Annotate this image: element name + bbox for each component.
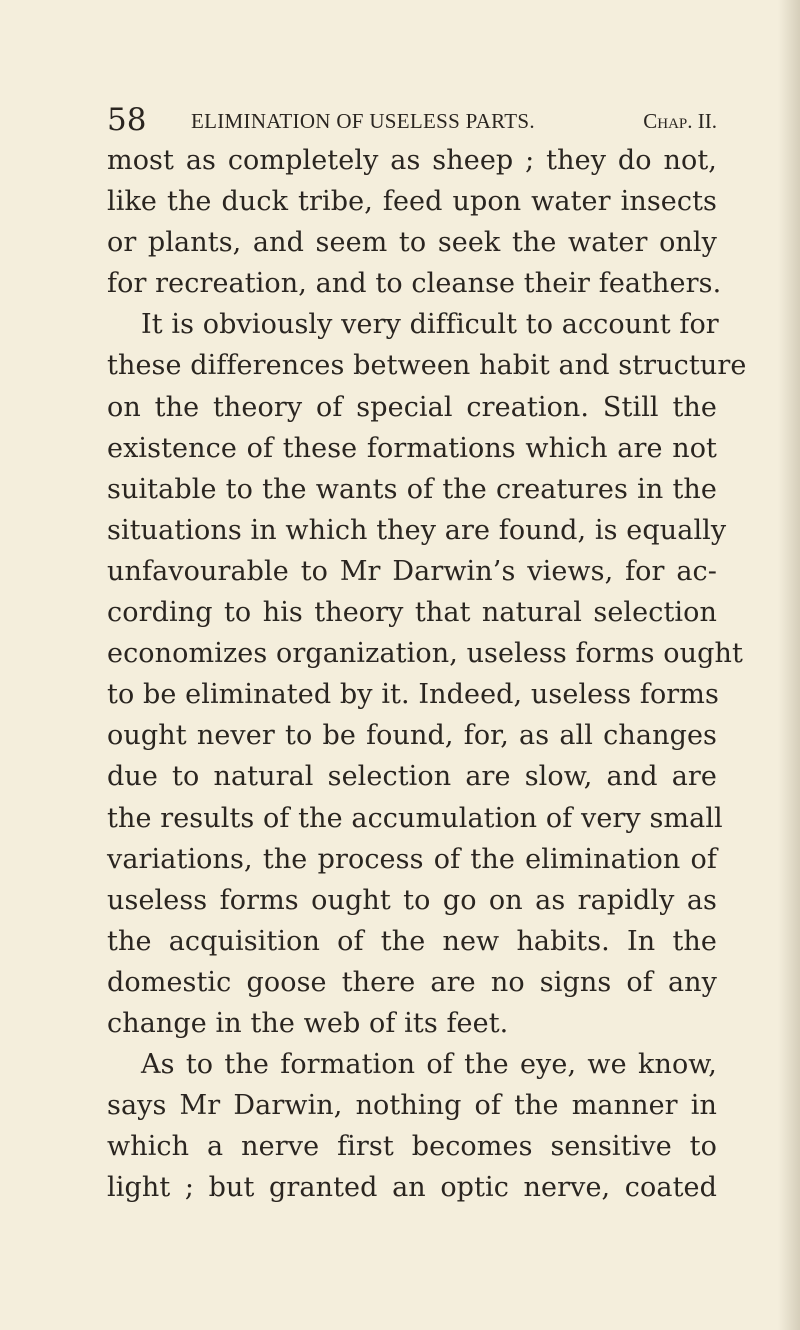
text-line: variations, the process of the elimination of xyxy=(107,843,717,875)
text-line: for recreation, and to cleanse their feathers. xyxy=(107,268,722,300)
text-line: most as completely as sheep ; they do not, xyxy=(107,145,717,176)
page-number: 58 xyxy=(107,102,147,138)
text-line: suitable to the wants of the creatures in the xyxy=(107,473,717,505)
running-title: ELIMINATION OF USELESS PARTS. xyxy=(191,109,535,133)
text-line: cording to his theory that natural selection xyxy=(107,597,717,629)
text-line: existence of these formations which are not xyxy=(107,432,717,464)
text-line: the results of the accumulation of very small xyxy=(107,802,723,834)
text-line: domestic goose there are no signs of any xyxy=(107,966,717,998)
chapter-reference: Chap. II. xyxy=(643,109,717,133)
running-header xyxy=(107,100,717,140)
text-line: or plants, and seem to seek the water only xyxy=(107,227,717,259)
text-line: to be eliminated by it. Indeed, useless forms xyxy=(107,679,719,711)
text-line: these differences between habit and structure xyxy=(107,350,747,382)
text-line: useless forms ought to go on as rapidly as xyxy=(107,884,717,916)
text-line: change in the web of its feet. xyxy=(107,1007,509,1039)
text-line: says Mr Darwin, nothing of the manner in xyxy=(107,1090,717,1122)
text-line: light ; but granted an optic nerve, coated xyxy=(107,1172,717,1204)
text-line: As to the formation of the eye, we know, xyxy=(141,1049,717,1081)
text-line: due to natural selection are slow, and are xyxy=(107,761,717,793)
text-line: like the duck tribe, feed upon water insects xyxy=(107,186,717,218)
text-line: the acquisition of the new habits. In the xyxy=(107,925,717,957)
text-line: situations in which they are found, is equally xyxy=(107,514,727,546)
text-line: on the theory of special creation. Still the xyxy=(107,391,717,423)
page-edge-shadow xyxy=(778,0,800,1330)
text-line: It is obviously very difficult to account for xyxy=(141,309,719,341)
text-line: which a nerve first becomes sensitive to xyxy=(107,1131,717,1163)
body-text xyxy=(107,140,747,1208)
text-line: economizes organization, useless forms ought xyxy=(107,638,743,670)
text-line: unfavourable to Mr Darwin’s views, for ac- xyxy=(107,555,717,587)
text-line: ought never to be found, for, as all changes xyxy=(107,720,717,752)
